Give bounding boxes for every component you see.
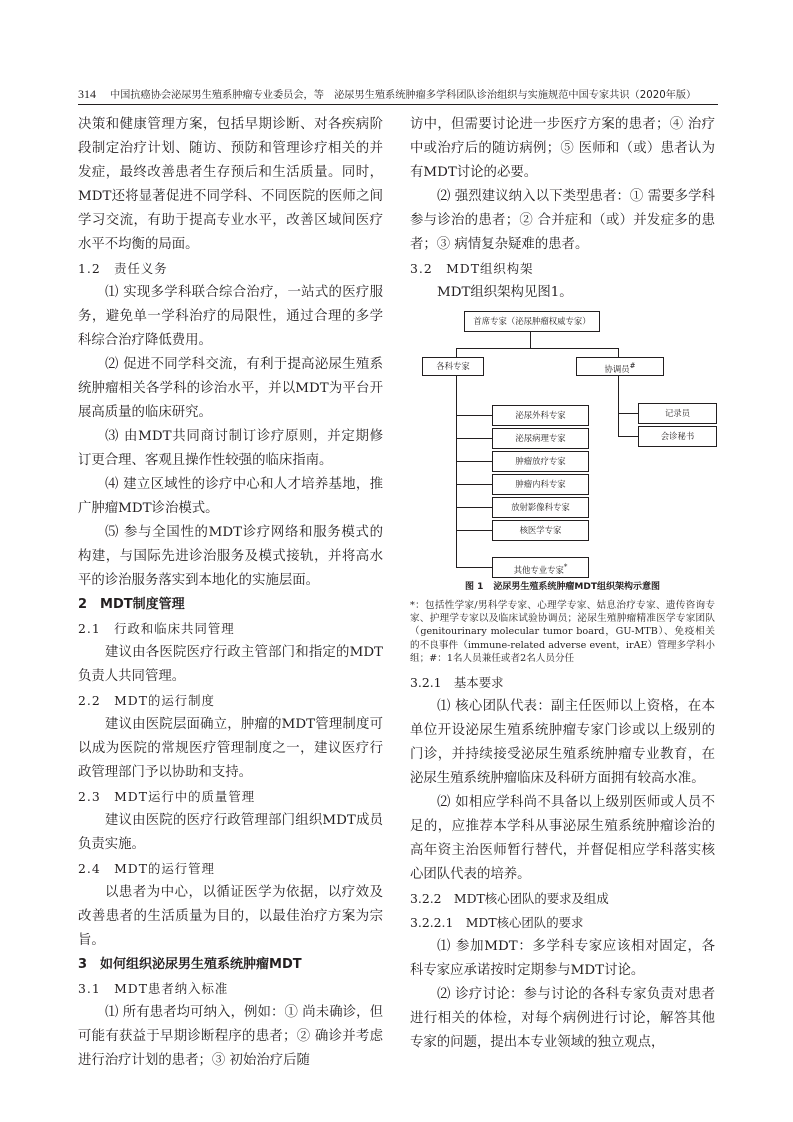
connector-line — [456, 348, 457, 357]
connector-line — [618, 375, 619, 436]
right-column — [410, 113, 715, 1055]
figure-label: 图 1 — [465, 582, 484, 592]
paragraph: 建议由医院的医疗行政管理部门组织MDT成员负责实施。 — [78, 813, 383, 852]
figure-caption-text: 泌尿男生殖系统肿瘤MDT组织架构示意图 — [493, 582, 660, 592]
paragraph: 以患者为中心，以循证医学为依据，以疗效及改善患者的生活质量为目的，以最佳治疗方案为宗旨。 — [78, 885, 383, 948]
specialty-box: 泌尿外科专家 — [492, 405, 589, 426]
section-heading-2-1: 2.1 行政和临床共同管理 — [78, 621, 235, 636]
connector-line — [456, 484, 492, 485]
connector-line — [456, 438, 492, 439]
coordinator-sup: # — [629, 362, 636, 370]
paragraph: 建议由医院层面确立，肿瘤的MDT管理制度可以成为医院的常规医疗管理制度之一，建议医疗行政管理部门予以协助和支持。 — [78, 717, 383, 780]
paragraph: 访中，但需要讨论进一步医疗方案的患者；④ 治疗中或治疗后的随访病例；⑤ 医师和（或）患者认为有MDT讨论的必要。 — [410, 117, 715, 180]
left-column — [78, 113, 383, 1073]
specialty-box: 泌尿病理专家 — [492, 428, 589, 449]
paragraph: ⑴ 所有患者均可纳入，例如：① 尚未确诊，但可能有获益于早期诊断程序的患者；② 确诊并考虑进行治疗计划的患者；③ 初始治疗后随 — [78, 1005, 383, 1068]
coordinator-box — [576, 357, 664, 376]
paragraph: MDT组织架构见图1。 — [437, 285, 573, 300]
running-header — [78, 86, 718, 104]
section-heading-3-2: 3.2 MDT组织构架 — [410, 261, 534, 276]
chief-expert-box: 首席专家（泌尿肿瘤权威专家） — [464, 311, 600, 332]
specialty-box: 肿瘤放疗专家 — [492, 451, 589, 472]
section-heading-3-2-2: 3.2.2 MDT核心团队的要求及组成 — [410, 891, 609, 907]
paragraph: ⑵ 促进不同学科交流，有利于提高泌尿生殖系统肿瘤相关各学科的诊治水平，并以MDT为平台开展高质量的临床研究。 — [78, 357, 383, 420]
page-number: 314 — [78, 87, 96, 101]
connector-line — [456, 507, 492, 508]
connector-line — [530, 332, 531, 348]
section-heading-3-1: 3.1 MDT患者纳入标准 — [78, 981, 229, 996]
connector-line — [456, 530, 492, 531]
section-heading-2-3: 2.3 MDT运行中的质量管理 — [78, 789, 256, 804]
specialty-box: 放射影像科专家 — [492, 497, 589, 518]
paragraph: ⑴ 实现多学科联合综合治疗，一站式的医疗服务，避免单一学科治疗的局限性，通过合理的多学科综合治疗降低费用。 — [78, 285, 383, 348]
specialty-box: 核医学专家 — [492, 520, 589, 541]
figure-caption — [410, 579, 715, 595]
connector-line — [456, 461, 492, 462]
connector-line — [618, 413, 638, 414]
connector-line — [618, 436, 638, 437]
section-heading-2: 2 MDT制度管理 — [78, 597, 185, 612]
paragraph: 建议由各医院医疗行政主管部门和指定的MDT负责人共同管理。 — [78, 645, 383, 684]
section-heading-3-2-2-1: 3.2.2.1 MDT核心团队的要求 — [410, 915, 584, 931]
paragraph: ⑵ 诊疗讨论：参与讨论的各科专家负责对患者进行相关的体检，对每个病例进行讨论，解答其他专家的问题，提出本专业领域的独立观点， — [410, 987, 715, 1051]
paragraph: ⑴ 参加MDT：多学科专家应该相对固定，各科专家应承诺按时定期参与MDT讨论。 — [410, 939, 715, 979]
recorder-box: 记录员 — [638, 403, 717, 424]
secretary-box: 会诊秘书 — [638, 426, 717, 447]
header-rule — [78, 104, 718, 105]
department-experts-box: 各科专家 — [422, 357, 484, 376]
other-specialty-label: 其他专业专家 — [513, 564, 564, 575]
paragraph: ⑴ 核心团队代表：副主任医师以上资格，在本单位开设泌尿生殖系统肿瘤专家门诊或以上级别的门诊，并持续接受泌尿生殖系统肿瘤专业教育，在泌尿生殖系统肿瘤临床及科研方面拥有较高水准。 — [410, 699, 715, 787]
paragraph: ⑶ 由MDT共同商讨制订诊疗原则，并定期修订更合理、客观且操作性较强的临床指南。 — [78, 429, 383, 468]
section-heading-3: 3 如何组织泌尿男生殖系统肿瘤MDT — [78, 957, 302, 972]
paragraph: ⑷ 建立区域性的诊疗中心和人才培养基地，推广肿瘤MDT诊治模式。 — [78, 477, 383, 516]
running-title: 中国抗癌协会泌尿男生殖系肿瘤专业委员会，等 泌尿男生殖系统肿瘤多学科团队诊治组织与实施规范中国专家共识（2020年版） — [110, 90, 697, 101]
mdt-org-chart — [410, 307, 715, 575]
other-specialty-sup: * — [563, 563, 568, 571]
paragraph: ⑸ 参与全国性的MDT诊疗网络和服务模式的构建，与国际先进诊治服务及模式接轨，并将高水平的诊治服务落实到本地化的实施层面。 — [78, 525, 383, 588]
connector-line — [618, 348, 619, 357]
section-heading-3-2-1: 3.2.1 基本要求 — [410, 675, 504, 691]
connector-line — [456, 375, 457, 568]
connector-line — [456, 348, 619, 349]
coordinator-label: 协调员 — [604, 363, 630, 374]
section-heading-1-2: 1.2 责任义务 — [78, 261, 168, 276]
specialty-box-other — [492, 557, 589, 578]
figure-footnote: *：包括性学家/男科学专家、心理学专家、姑息治疗专家、遗传咨询专家、护理学专家以及临床试验协调员；泌尿生殖肿瘤精准医学专家团队（genitourinary molecular tumor board，GU-MTB）、免疫相关的不良事件（immune-related adverse event，irAE）管理多学科小组；#：1名人员兼任或者2名人员分任 — [410, 600, 715, 664]
connector-line — [456, 567, 492, 568]
specialty-box: 肿瘤内科专家 — [492, 474, 589, 495]
paragraph: ⑵ 强烈建议纳入以下类型患者：① 需要多学科参与诊治的患者；② 合并症和（或）并发症多的患者；③ 病情复杂疑难的患者。 — [410, 189, 715, 252]
paragraph: ⑵ 如相应学科尚不具备以上级别医师或人员不足的，应推荐本学科从事泌尿生殖系统肿瘤诊治的高年资主治医师暂行替代，并督促相应学科落实核心团队代表的培养。 — [410, 795, 715, 883]
section-heading-2-4: 2.4 MDT的运行管理 — [78, 861, 215, 876]
paragraph: 决策和健康管理方案，包括早期诊断、对各疾病阶段制定治疗计划、随访、预防和管理诊疗相关的并发症，最终改善患者生存预后和生活质量。同时，MDT还将显著促进不同学科、不同医院的医师之间学习交流，有助于提高专业水平，改善区域间医疗水平不均衡的局面。 — [78, 117, 383, 252]
connector-line — [456, 415, 492, 416]
section-heading-2-2: 2.2 MDT的运行制度 — [78, 693, 215, 708]
